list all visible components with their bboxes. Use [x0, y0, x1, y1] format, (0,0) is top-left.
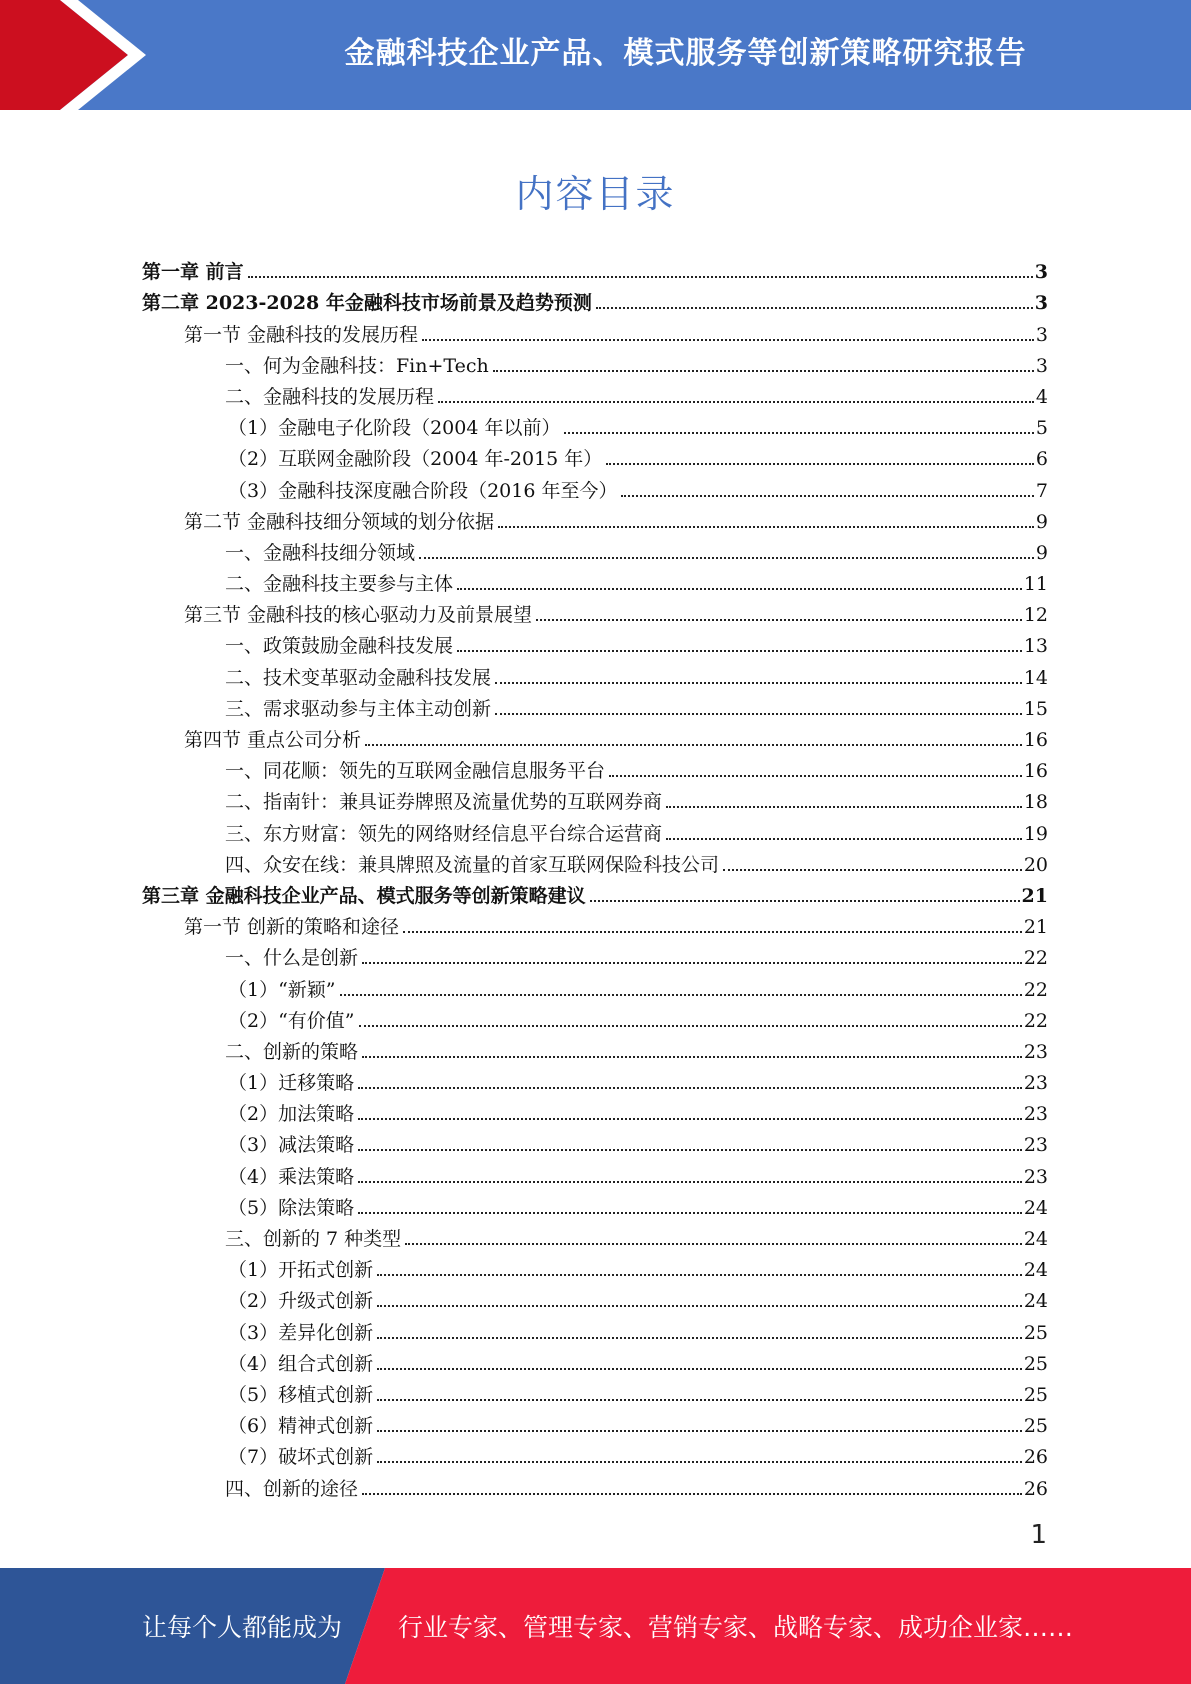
toc-entry-title: 第一节 金融科技的发展历程 — [184, 323, 419, 346]
toc-entry[interactable] — [142, 565, 1048, 596]
toc-dot-leader — [340, 994, 1022, 996]
toc-entry-page: 20 — [1023, 853, 1048, 876]
toc-entry-title: 三、创新的 7 种类型 — [225, 1228, 402, 1250]
toc-entry[interactable] — [142, 877, 1048, 908]
toc-entry-title: 二、金融科技的发展历程 — [225, 385, 435, 408]
toc-entry[interactable] — [142, 1033, 1048, 1064]
toc-heading: 内容目录 — [515, 172, 676, 216]
toc-entry[interactable] — [142, 347, 1048, 378]
toc-dot-leader — [377, 1274, 1022, 1276]
toc-dot-leader — [359, 1025, 1022, 1027]
toc-entry[interactable] — [142, 1157, 1048, 1188]
toc-entry-title: 三、东方财富：领先的网络财经信息平台综合运营商 — [225, 822, 663, 845]
toc-entry[interactable] — [142, 315, 1048, 346]
toc-entry-page: 18 — [1023, 791, 1048, 814]
toc-entry-page: 19 — [1023, 822, 1048, 845]
toc-entry[interactable] — [142, 814, 1048, 845]
toc-entry[interactable] — [142, 440, 1048, 471]
toc-entry-title: （1）迁移策略 — [228, 1072, 355, 1095]
toc-dot-leader — [493, 370, 1034, 372]
toc-entry-title: 二、技术变革驱动金融科技发展 — [225, 666, 492, 689]
toc-entry[interactable] — [142, 783, 1048, 814]
toc-entry-title: 一、同花顺：领先的互联网金融信息服务平台 — [225, 760, 606, 783]
toc-entry[interactable] — [142, 939, 1048, 970]
toc-entry-page: 9 — [1035, 510, 1048, 533]
toc-entry-page: 23 — [1023, 1072, 1048, 1095]
toc-entry[interactable] — [142, 596, 1048, 627]
toc-entry-page: 9 — [1035, 541, 1048, 564]
toc-entry-page: 23 — [1023, 1165, 1048, 1188]
toc-entry-page: 25 — [1023, 1352, 1048, 1375]
toc-entry[interactable] — [142, 690, 1048, 721]
toc-entry-title: 四、创新的途径 — [225, 1477, 359, 1500]
toc-entry-title: 第一节 创新的策略和途径 — [184, 916, 400, 939]
toc-entry[interactable] — [142, 1251, 1048, 1282]
toc-entry-page: 3 — [1035, 354, 1048, 377]
toc-entry-page: 21 — [1023, 916, 1048, 939]
toc-entry[interactable] — [142, 378, 1048, 409]
toc-entry[interactable] — [142, 1189, 1048, 1220]
toc-entry-page: 14 — [1023, 666, 1048, 689]
toc-entry-title: 四、众安在线：兼具牌照及流量的首家互联网保险科技公司 — [225, 853, 720, 876]
table-of-contents — [142, 253, 1048, 1501]
toc-dot-leader — [498, 526, 1034, 528]
toc-dot-leader — [358, 1181, 1022, 1183]
toc-entry-title: 一、政策鼓励金融科技发展 — [225, 635, 454, 658]
toc-entry-title: （5）移植式创新 — [228, 1383, 374, 1406]
toc-entry-title: 一、何为金融科技：Fin+Tech — [225, 354, 489, 377]
toc-entry[interactable] — [142, 409, 1048, 440]
toc-entry-page: 22 — [1023, 978, 1048, 1001]
toc-entry-page: 24 — [1023, 1290, 1048, 1313]
toc-entry[interactable] — [142, 1376, 1048, 1407]
toc-entry-title: （6）精神式创新 — [228, 1415, 374, 1438]
toc-entry-page: 26 — [1023, 1446, 1048, 1469]
toc-dot-leader — [596, 307, 1033, 309]
toc-entry-page: 22 — [1023, 947, 1048, 970]
toc-dot-leader — [606, 463, 1034, 465]
toc-entry[interactable] — [142, 970, 1048, 1001]
toc-entry[interactable] — [142, 1469, 1048, 1500]
toc-dot-leader — [723, 869, 1022, 871]
toc-dot-leader — [621, 495, 1033, 497]
toc-dot-leader — [403, 931, 1022, 933]
toc-entry-page: 12 — [1023, 604, 1048, 627]
toc-entry-title: 一、什么是创新 — [225, 947, 359, 970]
toc-dot-leader — [377, 1337, 1022, 1339]
toc-dot-leader — [564, 432, 1033, 434]
toc-entry[interactable] — [142, 846, 1048, 877]
toc-dot-leader — [419, 557, 1034, 559]
toc-entry-page: 23 — [1023, 1134, 1048, 1157]
toc-dot-leader — [405, 1243, 1022, 1245]
toc-dot-leader — [362, 962, 1022, 964]
toc-entry-title: （4）乘法策略 — [228, 1165, 355, 1188]
toc-entry-title: 第二节 金融科技细分领域的划分依据 — [184, 510, 495, 533]
toc-entry-title: （1）“新颖” — [228, 978, 336, 1001]
toc-entry-page: 11 — [1023, 573, 1048, 596]
toc-entry-title: （4）组合式创新 — [228, 1352, 374, 1375]
toc-entry[interactable] — [142, 471, 1048, 502]
toc-dot-leader — [666, 838, 1022, 840]
toc-dot-leader — [590, 900, 1020, 902]
report-title: 金融科技企业产品、模式服务等创新策略研究报告 — [344, 36, 1027, 71]
toc-entry-page: 6 — [1035, 448, 1048, 471]
toc-dot-leader — [457, 588, 1022, 590]
toc-entry-title: （2）“有价值” — [228, 1009, 355, 1032]
toc-dot-leader — [536, 619, 1022, 621]
toc-entry-page: 13 — [1023, 635, 1048, 658]
toc-entry-title: 第三节 金融科技的核心驱动力及前景展望 — [184, 604, 533, 627]
toc-entry-page: 3 — [1035, 323, 1048, 346]
toc-entry[interactable] — [142, 1407, 1048, 1438]
toc-entry-title: （1）金融电子化阶段（2004 年以前） — [228, 417, 561, 440]
toc-entry[interactable] — [142, 534, 1048, 565]
toc-entry-title: 第一章 前言 — [142, 261, 244, 284]
toc-entry-title: （7）破坏式创新 — [228, 1446, 374, 1469]
toc-entry-page: 23 — [1023, 1103, 1048, 1126]
toc-dot-leader — [377, 1461, 1022, 1463]
toc-entry-title: （3）减法策略 — [228, 1134, 355, 1157]
toc-entry-title: （5）除法策略 — [228, 1196, 355, 1219]
footer-slogan-right: 行业专家、管理专家、营销专家、战略专家、成功企业家…… — [398, 1613, 1074, 1642]
toc-entry-page: 15 — [1023, 697, 1048, 720]
toc-dot-leader — [495, 713, 1022, 715]
toc-entry[interactable] — [142, 752, 1048, 783]
footer-banner — [0, 1568, 1191, 1684]
toc-entry[interactable] — [142, 1282, 1048, 1313]
toc-entry-page: 16 — [1023, 760, 1048, 783]
toc-dot-leader — [362, 1493, 1022, 1495]
toc-entry-page: 26 — [1023, 1477, 1048, 1500]
footer-slogan-left: 让每个人都能成为 — [142, 1613, 343, 1642]
toc-entry-page: 22 — [1023, 1009, 1048, 1032]
toc-entry-page: 25 — [1023, 1383, 1048, 1406]
toc-entry-title: 二、创新的策略 — [225, 1040, 359, 1063]
toc-entry-page: 7 — [1035, 479, 1048, 502]
toc-entry-title: 第四节 重点公司分析 — [184, 729, 362, 751]
toc-entry[interactable] — [142, 1095, 1048, 1126]
toc-dot-leader — [377, 1368, 1022, 1370]
toc-entry[interactable] — [142, 1002, 1048, 1033]
toc-entry-page: 24 — [1023, 1196, 1048, 1219]
toc-entry-page: 24 — [1023, 1228, 1048, 1250]
toc-entry[interactable] — [142, 1220, 1048, 1251]
toc-dot-leader — [358, 1118, 1022, 1120]
toc-entry[interactable] — [142, 1126, 1048, 1157]
toc-entry[interactable] — [142, 1313, 1048, 1344]
toc-entry[interactable] — [142, 1438, 1048, 1469]
toc-entry[interactable] — [142, 627, 1048, 658]
toc-entry-page: 23 — [1023, 1040, 1048, 1063]
header-banner — [0, 0, 1191, 110]
toc-entry-title: 第三章 金融科技企业产品、模式服务等创新策略建议 — [142, 884, 586, 907]
toc-entry-title: （3）金融科技深度融合阶段（2016 年至今） — [228, 479, 618, 502]
toc-dot-leader — [358, 1087, 1022, 1089]
toc-dot-leader — [358, 1149, 1022, 1151]
toc-dot-leader — [422, 339, 1034, 341]
toc-entry-page: 16 — [1023, 729, 1048, 751]
toc-dot-leader — [609, 775, 1022, 777]
toc-entry-page: 25 — [1023, 1321, 1048, 1344]
toc-entry-title: （3）差异化创新 — [228, 1321, 374, 1344]
toc-entry-title: 三、需求驱动参与主体主动创新 — [225, 697, 492, 720]
toc-entry-title: 二、指南针：兼具证券牌照及流量优势的互联网券商 — [225, 791, 663, 814]
header-chevron-decoration — [0, 0, 160, 110]
toc-entry[interactable] — [142, 253, 1048, 284]
toc-entry-title: 二、金融科技主要参与主体 — [225, 573, 454, 596]
toc-dot-leader — [377, 1399, 1022, 1401]
toc-dot-leader — [457, 650, 1022, 652]
toc-dot-leader — [495, 682, 1022, 684]
toc-entry[interactable] — [142, 658, 1048, 689]
toc-entry-title: （2）加法策略 — [228, 1103, 355, 1126]
toc-entry-page: 21 — [1021, 884, 1048, 907]
toc-dot-leader — [666, 806, 1022, 808]
toc-entry-page: 5 — [1035, 417, 1048, 440]
toc-entry-title: （2）互联网金融阶段（2004 年-2015 年） — [228, 448, 603, 471]
toc-dot-leader — [365, 744, 1022, 746]
toc-dot-leader — [438, 401, 1034, 403]
toc-entry-page: 3 — [1034, 292, 1048, 315]
toc-entry[interactable] — [142, 284, 1048, 315]
toc-entry[interactable] — [142, 1345, 1048, 1376]
toc-dot-leader — [358, 1212, 1022, 1214]
toc-entry-title: （1）开拓式创新 — [228, 1259, 374, 1282]
toc-entry-title: （2）升级式创新 — [228, 1290, 374, 1313]
toc-dot-leader — [248, 276, 1033, 278]
toc-entry-title: 第二章 2023-2028 年金融科技市场前景及趋势预测 — [142, 292, 592, 315]
toc-dot-leader — [377, 1430, 1022, 1432]
toc-entry-page: 3 — [1034, 261, 1048, 284]
toc-entry-page: 25 — [1023, 1415, 1048, 1438]
toc-entry[interactable] — [142, 503, 1048, 534]
toc-entry[interactable] — [142, 1064, 1048, 1095]
toc-entry-page: 24 — [1023, 1259, 1048, 1282]
toc-entry-page: 4 — [1035, 385, 1048, 408]
toc-dot-leader — [377, 1305, 1022, 1307]
toc-dot-leader — [362, 1056, 1022, 1058]
toc-entry[interactable] — [142, 908, 1048, 939]
toc-entry-title: 一、金融科技细分领域 — [225, 541, 416, 564]
toc-entry[interactable] — [142, 721, 1048, 752]
page-number: 1 — [1030, 1520, 1047, 1550]
